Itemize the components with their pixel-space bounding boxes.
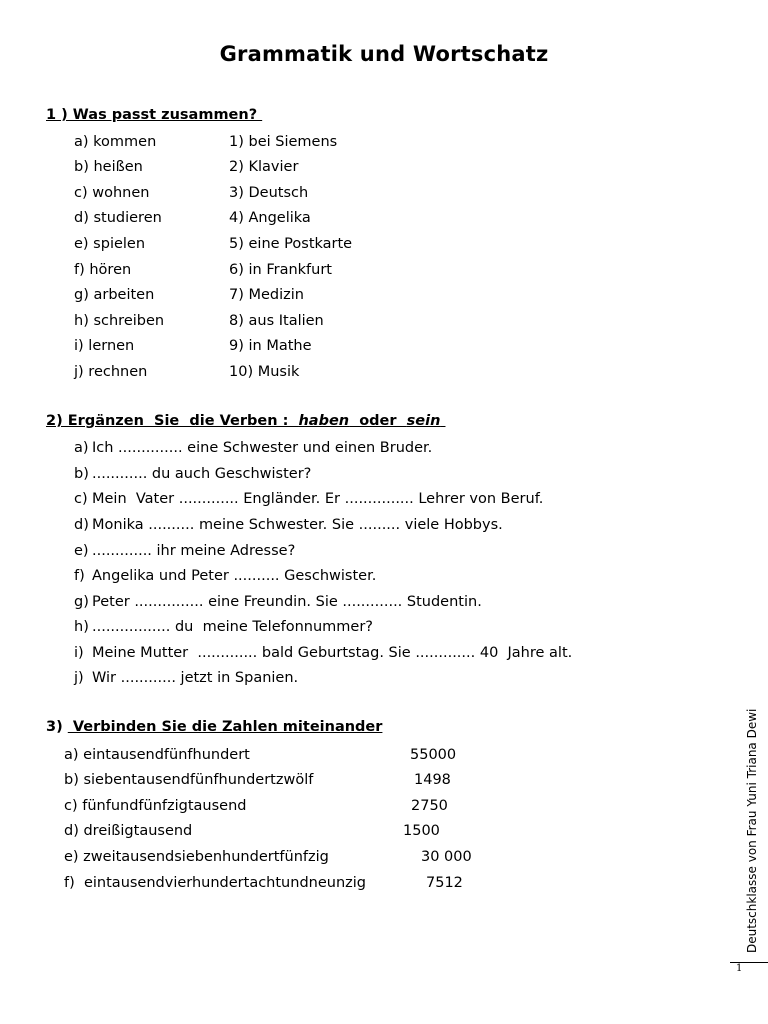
match-left-item: j) rechnen — [74, 364, 148, 380]
match-right-item: 1) bei Siemens — [229, 134, 338, 150]
page-title: Grammatik und Wortschatz — [219, 42, 549, 66]
match-right-item: 8) aus Italien — [229, 313, 324, 329]
exercise-sentence: ............. ihr meine Adresse? — [92, 543, 296, 559]
match-left-item: g) arbeiten — [74, 287, 155, 303]
number-digits: 1500 — [403, 823, 440, 839]
match-left-item: b) heißen — [74, 159, 143, 175]
match-left-item: f) hören — [74, 262, 132, 278]
match-right-item: 6) in Frankfurt — [229, 262, 332, 278]
number-digits: 1498 — [414, 772, 451, 788]
section3-heading — [46, 719, 382, 735]
match-left-item: d) studieren — [74, 210, 162, 226]
section3-heading-text: Verbinden Sie die Zahlen miteinander — [67, 719, 383, 735]
match-left-item: e) spielen — [74, 236, 146, 252]
number-word: f) eintausendvierhundertachtundneunzig — [64, 875, 366, 891]
exercise-sentence: ............ du auch Geschwister? — [92, 466, 312, 482]
number-digits: 2750 — [411, 798, 448, 814]
exercise-marker: a) — [74, 440, 89, 456]
number-digits: 7512 — [426, 875, 463, 891]
exercise-marker: f) — [74, 568, 85, 584]
section3-heading-num: 3) — [46, 719, 68, 735]
number-word: d) dreißigtausend — [64, 823, 193, 839]
match-right-item: 9) in Mathe — [229, 338, 312, 354]
match-right-item: 3) Deutsch — [229, 185, 309, 201]
number-word: c) fünfundfünfzigtausend — [64, 798, 247, 814]
match-right-item: 7) Medizin — [229, 287, 304, 303]
match-right-item: 5) eine Postkarte — [229, 236, 353, 252]
section2-heading-end — [440, 413, 445, 429]
page-number: 1 — [736, 963, 743, 974]
exercise-marker: b) — [74, 466, 89, 482]
exercise-marker: d) — [74, 517, 89, 533]
exercise-sentence: Meine Mutter ............. bald Geburtstag. Sie ............. 40 Jahre alt. — [92, 645, 573, 661]
number-word: e) zweitausendsiebenhundertfünfzig — [64, 849, 329, 865]
match-left-item: a) kommen — [74, 134, 157, 150]
exercise-sentence: Wir ............ jetzt in Spanien. — [92, 670, 299, 686]
number-digits: 30 000 — [421, 849, 472, 865]
exercise-marker: g) — [74, 594, 89, 610]
section2-heading-start: 2) Ergänzen Sie die Verben : — [46, 413, 299, 429]
exercise-sentence: ................. du meine Telefonnummer? — [92, 619, 374, 635]
section2-heading — [46, 413, 445, 429]
exercise-marker: h) — [74, 619, 89, 635]
number-digits: 55000 — [410, 747, 457, 763]
section2-heading-mid: oder — [349, 413, 407, 429]
exercise-marker: c) — [74, 491, 88, 507]
exercise-marker: j) — [74, 670, 84, 686]
match-left-item: i) lernen — [74, 338, 135, 354]
match-right-item: 10) Musik — [229, 364, 300, 380]
match-right-item: 4) Angelika — [229, 210, 311, 226]
exercise-marker: i) — [74, 645, 84, 661]
exercise-sentence: Ich .............. eine Schwester und einen Bruder. — [92, 440, 433, 456]
match-left-item: h) schreiben — [74, 313, 165, 329]
exercise-sentence: Monika .......... meine Schwester. Sie ......... viele Hobbys. — [92, 517, 503, 533]
number-word: b) siebentausendfünfhundertzwölf — [64, 772, 314, 788]
section2-heading-haben: haben — [298, 413, 350, 429]
exercise-sentence: Mein Vater ............. Engländer. Er ............... Lehrer von Beruf. — [92, 491, 544, 507]
match-right-item: 2) Klavier — [229, 159, 299, 175]
exercise-sentence: Angelika und Peter .......... Geschwister. — [92, 568, 377, 584]
sidebar-credit: Deutschklasse von Frau Yuni Triana Dewi — [745, 708, 759, 953]
match-left-item: c) wohnen — [74, 185, 150, 201]
number-word: a) eintausendfünfhundert — [64, 747, 250, 763]
section2-heading-sein: sein — [406, 413, 441, 429]
exercise-marker: e) — [74, 543, 89, 559]
exercise-sentence: Peter ............... eine Freundin. Sie ............. Studentin. — [92, 594, 482, 610]
section1-heading: 1 ) Was passt zusammen? — [46, 107, 263, 123]
